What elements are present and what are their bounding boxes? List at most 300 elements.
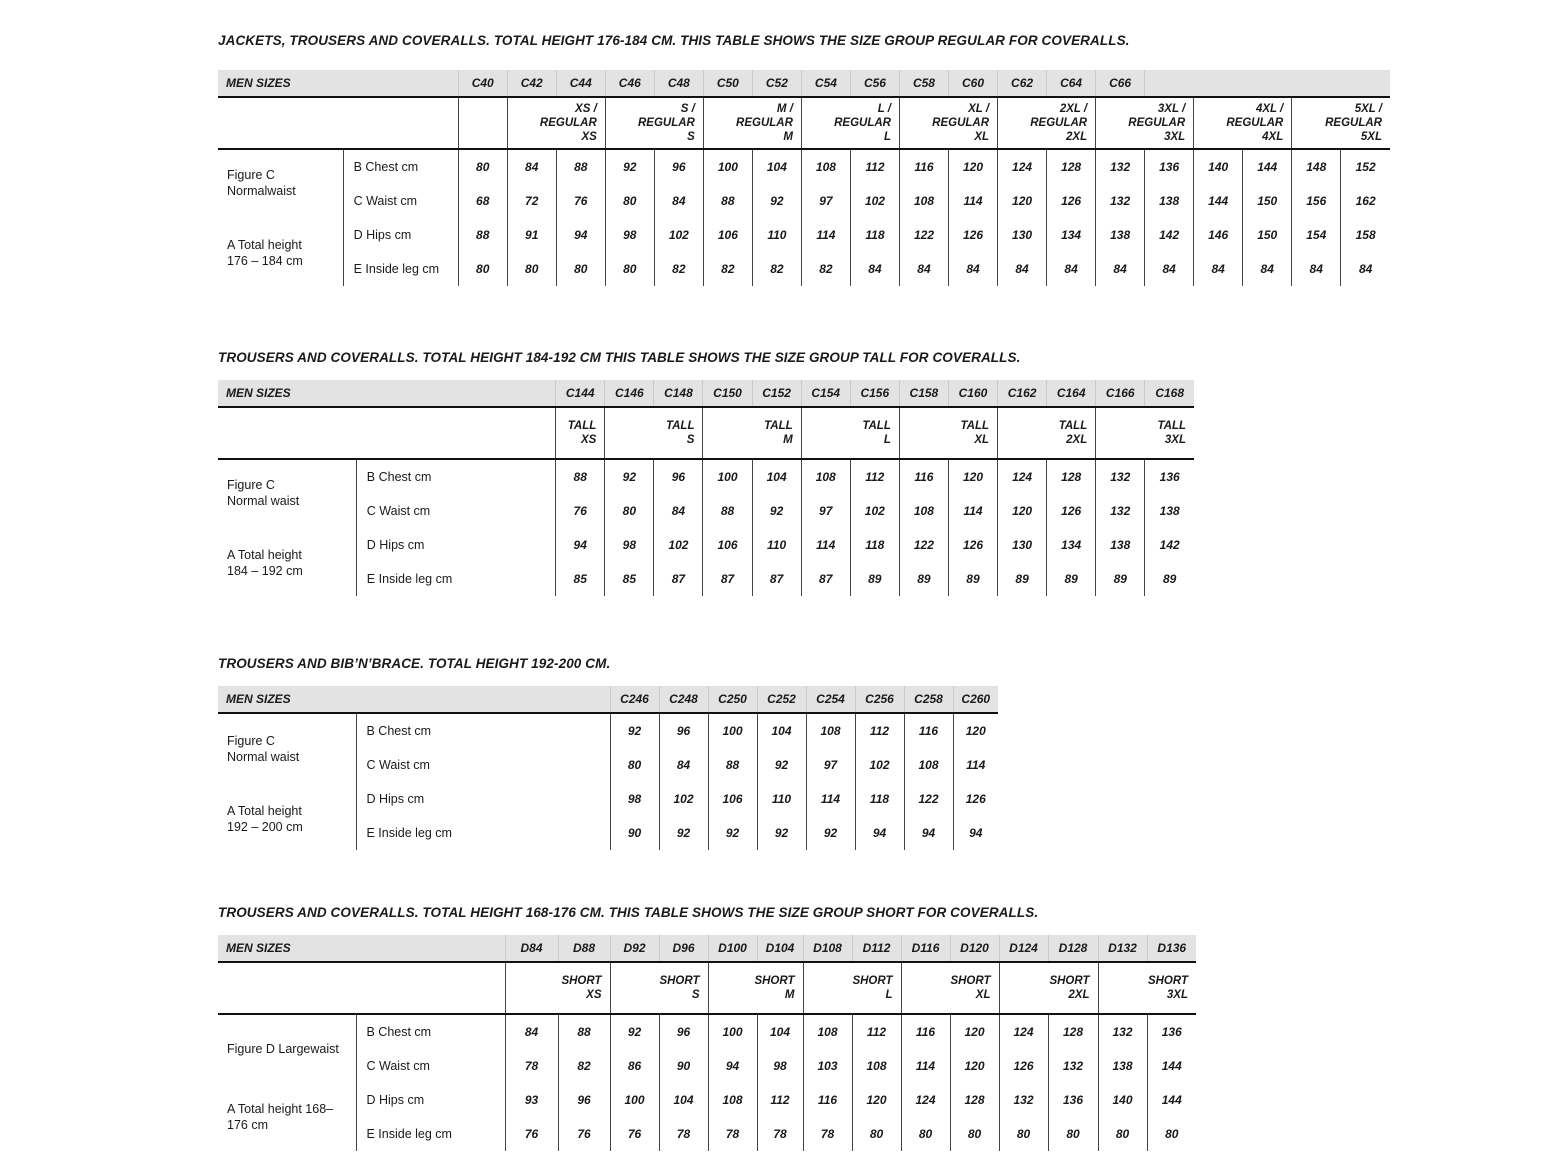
cell: 80 bbox=[610, 748, 659, 782]
cell: 92 bbox=[708, 816, 757, 850]
cell: 116 bbox=[899, 149, 948, 184]
cell: 150 bbox=[1243, 184, 1292, 218]
cell: 89 bbox=[998, 562, 1047, 596]
cell: 122 bbox=[899, 218, 948, 252]
size-code: C152 bbox=[752, 380, 801, 407]
cell: 84 bbox=[505, 1014, 558, 1049]
cell: 128 bbox=[1048, 1014, 1098, 1049]
size-group: TALL XS bbox=[556, 407, 605, 459]
cell: 126 bbox=[1047, 184, 1096, 218]
cell: 80 bbox=[605, 184, 654, 218]
figure-label: Figure C Normal waist bbox=[227, 478, 300, 508]
size-table-short bbox=[218, 935, 1196, 1151]
cell: 102 bbox=[654, 528, 703, 562]
size-code: C164 bbox=[1047, 380, 1096, 407]
table-3-title: TROUSERS AND BIB’N’BRACE. TOTAL HEIGHT 192-200 CM. bbox=[218, 656, 611, 671]
cell: 87 bbox=[654, 562, 703, 596]
cell: 114 bbox=[801, 528, 850, 562]
cell: 142 bbox=[1145, 528, 1194, 562]
size-code: C150 bbox=[703, 380, 752, 407]
table-row bbox=[218, 1014, 1196, 1049]
cell: 80 bbox=[1147, 1117, 1196, 1151]
cell: 82 bbox=[654, 252, 703, 286]
cell: 84 bbox=[1292, 252, 1341, 286]
men-sizes-label: MEN SIZES bbox=[218, 380, 556, 407]
cell: 108 bbox=[806, 713, 855, 748]
measurement-label: D Hips cm bbox=[343, 218, 458, 252]
cell: 86 bbox=[610, 1049, 659, 1083]
size-code: C248 bbox=[659, 686, 708, 713]
size-code: C42 bbox=[507, 70, 556, 97]
table-row bbox=[218, 149, 1390, 184]
cell: 76 bbox=[558, 1117, 610, 1151]
table-row bbox=[218, 218, 1390, 252]
cell: 92 bbox=[757, 748, 806, 782]
cell: 122 bbox=[899, 528, 948, 562]
cell: 80 bbox=[458, 149, 507, 184]
size-code: C60 bbox=[949, 70, 998, 97]
size-group: SHORT S bbox=[610, 962, 708, 1014]
size-code: D132 bbox=[1098, 935, 1147, 962]
cell: 92 bbox=[610, 1014, 659, 1049]
cell: 130 bbox=[998, 218, 1047, 252]
size-code: C56 bbox=[850, 70, 899, 97]
table-2-title: TROUSERS AND COVERALLS. TOTAL HEIGHT 184-192 CM THIS TABLE SHOWS THE SIZE GROUP TALL FOR COVERALLS. bbox=[218, 350, 1021, 365]
size-code: C46 bbox=[605, 70, 654, 97]
height-label: A Total height 184 – 192 cm bbox=[227, 548, 303, 578]
size-group: L / REGULAR L bbox=[801, 97, 899, 149]
cell: 97 bbox=[801, 184, 850, 218]
cell: 110 bbox=[752, 528, 801, 562]
cell: 88 bbox=[703, 494, 752, 528]
cell: 136 bbox=[1145, 459, 1194, 494]
cell: 108 bbox=[801, 149, 850, 184]
figure-cell bbox=[218, 149, 343, 286]
cell: 84 bbox=[850, 252, 899, 286]
cell: 84 bbox=[1145, 252, 1194, 286]
size-group: XS / REGULAR XS bbox=[507, 97, 605, 149]
cell: 78 bbox=[659, 1117, 708, 1151]
cell: 124 bbox=[998, 149, 1047, 184]
size-code: C168 bbox=[1145, 380, 1194, 407]
size-code: D112 bbox=[852, 935, 901, 962]
cell: 84 bbox=[507, 149, 556, 184]
table-row bbox=[218, 528, 1194, 562]
size-code: D104 bbox=[757, 935, 803, 962]
measurement-label: B Chest cm bbox=[343, 149, 458, 184]
size-code: D100 bbox=[708, 935, 757, 962]
cell: 134 bbox=[1047, 528, 1096, 562]
cell: 94 bbox=[708, 1049, 757, 1083]
group-spacer bbox=[218, 962, 505, 1014]
cell: 88 bbox=[703, 184, 752, 218]
figure-cell bbox=[218, 1014, 356, 1151]
size-group: TALL 2XL bbox=[998, 407, 1096, 459]
cell: 80 bbox=[999, 1117, 1048, 1151]
cell: 112 bbox=[855, 713, 904, 748]
size-code: D108 bbox=[803, 935, 852, 962]
cell: 138 bbox=[1145, 184, 1194, 218]
cell: 96 bbox=[659, 1014, 708, 1049]
measurement-label: E Inside leg cm bbox=[356, 1117, 505, 1151]
cell: 132 bbox=[999, 1083, 1048, 1117]
measurement-label: B Chest cm bbox=[356, 1014, 505, 1049]
size-code: C62 bbox=[998, 70, 1047, 97]
cell: 82 bbox=[558, 1049, 610, 1083]
measurement-label: E Inside leg cm bbox=[356, 562, 555, 596]
cell: 92 bbox=[806, 816, 855, 850]
measurement-label: D Hips cm bbox=[356, 1083, 505, 1117]
cell: 154 bbox=[1292, 218, 1341, 252]
size-group: 5XL / REGULAR 5XL bbox=[1292, 97, 1390, 149]
cell: 134 bbox=[1047, 218, 1096, 252]
size-code: D84 bbox=[505, 935, 558, 962]
group-spacer bbox=[218, 97, 458, 149]
cell: 80 bbox=[1098, 1117, 1147, 1151]
cell: 78 bbox=[803, 1117, 852, 1151]
cell: 114 bbox=[948, 494, 997, 528]
cell: 120 bbox=[953, 713, 998, 748]
cell: 100 bbox=[703, 459, 752, 494]
cell: 120 bbox=[950, 1014, 999, 1049]
cell: 102 bbox=[850, 494, 899, 528]
size-group: 2XL / REGULAR 2XL bbox=[998, 97, 1096, 149]
size-group: SHORT L bbox=[803, 962, 901, 1014]
cell: 84 bbox=[899, 252, 948, 286]
cell: 106 bbox=[708, 782, 757, 816]
header-filler bbox=[1145, 70, 1390, 97]
cell: 80 bbox=[852, 1117, 901, 1151]
cell: 92 bbox=[605, 459, 654, 494]
cell: 108 bbox=[904, 748, 953, 782]
size-group: M / REGULAR M bbox=[703, 97, 801, 149]
cell: 108 bbox=[708, 1083, 757, 1117]
cell: 82 bbox=[801, 252, 850, 286]
size-group: TALL 3XL bbox=[1096, 407, 1194, 459]
cell: 114 bbox=[801, 218, 850, 252]
cell: 92 bbox=[752, 184, 801, 218]
cell: 126 bbox=[948, 528, 997, 562]
cell: 72 bbox=[507, 184, 556, 218]
size-code: C146 bbox=[605, 380, 654, 407]
cell: 104 bbox=[757, 713, 806, 748]
cell: 120 bbox=[950, 1049, 999, 1083]
table-row bbox=[218, 1117, 1196, 1151]
cell: 96 bbox=[654, 459, 703, 494]
cell: 80 bbox=[950, 1117, 999, 1151]
cell: 108 bbox=[899, 494, 948, 528]
figure-label: Figure D Largewaist bbox=[227, 1042, 339, 1056]
table-row bbox=[218, 459, 1194, 494]
cell: 136 bbox=[1145, 149, 1194, 184]
size-group: TALL XL bbox=[899, 407, 997, 459]
cell: 84 bbox=[659, 748, 708, 782]
cell: 88 bbox=[558, 1014, 610, 1049]
cell: 104 bbox=[757, 1014, 803, 1049]
cell: 120 bbox=[948, 459, 997, 494]
cell: 94 bbox=[855, 816, 904, 850]
cell: 100 bbox=[703, 149, 752, 184]
measurement-label: E Inside leg cm bbox=[356, 816, 610, 850]
cell: 88 bbox=[556, 459, 605, 494]
cell: 116 bbox=[803, 1083, 852, 1117]
measurement-label: C Waist cm bbox=[343, 184, 458, 218]
cell: 136 bbox=[1048, 1083, 1098, 1117]
cell: 98 bbox=[605, 218, 654, 252]
cell: 85 bbox=[556, 562, 605, 596]
cell: 136 bbox=[1147, 1014, 1196, 1049]
measurement-label: D Hips cm bbox=[356, 528, 555, 562]
cell: 97 bbox=[801, 494, 850, 528]
size-code: C254 bbox=[806, 686, 855, 713]
cell: 112 bbox=[852, 1014, 901, 1049]
cell: 80 bbox=[605, 494, 654, 528]
cell: 84 bbox=[1047, 252, 1096, 286]
cell: 104 bbox=[752, 149, 801, 184]
cell: 87 bbox=[752, 562, 801, 596]
cell: 110 bbox=[752, 218, 801, 252]
cell: 124 bbox=[998, 459, 1047, 494]
size-code: C162 bbox=[998, 380, 1047, 407]
cell: 150 bbox=[1243, 218, 1292, 252]
cell: 104 bbox=[752, 459, 801, 494]
cell: 106 bbox=[703, 528, 752, 562]
cell: 138 bbox=[1098, 1049, 1147, 1083]
cell: 132 bbox=[1096, 459, 1145, 494]
size-group bbox=[458, 97, 507, 149]
size-group: 4XL / REGULAR 4XL bbox=[1194, 97, 1292, 149]
cell: 84 bbox=[1096, 252, 1145, 286]
cell: 102 bbox=[659, 782, 708, 816]
cell: 126 bbox=[999, 1049, 1048, 1083]
size-group: SHORT XL bbox=[901, 962, 999, 1014]
cell: 128 bbox=[950, 1083, 999, 1117]
size-group: SHORT XS bbox=[505, 962, 610, 1014]
cell: 98 bbox=[610, 782, 659, 816]
cell: 78 bbox=[505, 1049, 558, 1083]
size-code: C256 bbox=[855, 686, 904, 713]
cell: 80 bbox=[901, 1117, 950, 1151]
cell: 142 bbox=[1145, 218, 1194, 252]
cell: 93 bbox=[505, 1083, 558, 1117]
size-group: TALL S bbox=[605, 407, 703, 459]
size-table-192-200 bbox=[218, 686, 998, 850]
cell: 78 bbox=[708, 1117, 757, 1151]
cell: 91 bbox=[507, 218, 556, 252]
cell: 102 bbox=[654, 218, 703, 252]
table-row bbox=[218, 562, 1194, 596]
cell: 102 bbox=[855, 748, 904, 782]
cell: 82 bbox=[752, 252, 801, 286]
cell: 126 bbox=[1047, 494, 1096, 528]
measurement-label: C Waist cm bbox=[356, 494, 555, 528]
figure-label: Figure C Normal waist bbox=[227, 734, 300, 764]
cell: 98 bbox=[605, 528, 654, 562]
size-code: C144 bbox=[556, 380, 605, 407]
cell: 84 bbox=[1341, 252, 1390, 286]
group-spacer bbox=[218, 407, 556, 459]
measurement-label: C Waist cm bbox=[356, 1049, 505, 1083]
cell: 89 bbox=[948, 562, 997, 596]
cell: 100 bbox=[708, 713, 757, 748]
cell: 102 bbox=[850, 184, 899, 218]
cell: 84 bbox=[654, 494, 703, 528]
cell: 116 bbox=[901, 1014, 950, 1049]
measurement-label: B Chest cm bbox=[356, 459, 555, 494]
size-table-tall bbox=[218, 380, 1194, 596]
cell: 92 bbox=[659, 816, 708, 850]
size-code: D92 bbox=[610, 935, 659, 962]
cell: 92 bbox=[752, 494, 801, 528]
size-code: C250 bbox=[708, 686, 757, 713]
cell: 146 bbox=[1194, 218, 1243, 252]
cell: 112 bbox=[757, 1083, 803, 1117]
cell: 89 bbox=[899, 562, 948, 596]
size-code: D136 bbox=[1147, 935, 1196, 962]
size-code: C158 bbox=[899, 380, 948, 407]
cell: 80 bbox=[458, 252, 507, 286]
size-code: C40 bbox=[458, 70, 507, 97]
cell: 162 bbox=[1341, 184, 1390, 218]
height-label: A Total height 168– 176 cm bbox=[227, 1102, 334, 1132]
cell: 84 bbox=[654, 184, 703, 218]
cell: 87 bbox=[703, 562, 752, 596]
cell: 94 bbox=[953, 816, 998, 850]
cell: 100 bbox=[610, 1083, 659, 1117]
cell: 140 bbox=[1098, 1083, 1147, 1117]
cell: 94 bbox=[556, 218, 605, 252]
cell: 120 bbox=[852, 1083, 901, 1117]
figure-label: Figure C Normalwaist bbox=[227, 168, 296, 198]
cell: 118 bbox=[850, 218, 899, 252]
cell: 126 bbox=[953, 782, 998, 816]
table-row bbox=[218, 252, 1390, 286]
cell: 118 bbox=[850, 528, 899, 562]
cell: 144 bbox=[1147, 1049, 1196, 1083]
cell: 138 bbox=[1096, 528, 1145, 562]
cell: 144 bbox=[1243, 149, 1292, 184]
size-group: S / REGULAR S bbox=[605, 97, 703, 149]
cell: 89 bbox=[850, 562, 899, 596]
cell: 87 bbox=[801, 562, 850, 596]
size-code: C156 bbox=[850, 380, 899, 407]
cell: 96 bbox=[659, 713, 708, 748]
cell: 132 bbox=[1098, 1014, 1147, 1049]
cell: 144 bbox=[1147, 1083, 1196, 1117]
cell: 104 bbox=[659, 1083, 708, 1117]
size-code: D120 bbox=[950, 935, 999, 962]
cell: 92 bbox=[610, 713, 659, 748]
measurement-label: E Inside leg cm bbox=[343, 252, 458, 286]
cell: 128 bbox=[1047, 149, 1096, 184]
cell: 110 bbox=[757, 782, 806, 816]
size-group: SHORT M bbox=[708, 962, 803, 1014]
cell: 132 bbox=[1096, 184, 1145, 218]
size-code: C148 bbox=[654, 380, 703, 407]
cell: 84 bbox=[949, 252, 998, 286]
cell: 76 bbox=[610, 1117, 659, 1151]
cell: 82 bbox=[703, 252, 752, 286]
cell: 122 bbox=[904, 782, 953, 816]
cell: 130 bbox=[998, 528, 1047, 562]
cell: 156 bbox=[1292, 184, 1341, 218]
cell: 108 bbox=[899, 184, 948, 218]
size-code: C54 bbox=[801, 70, 850, 97]
cell: 78 bbox=[757, 1117, 803, 1151]
size-code: C160 bbox=[948, 380, 997, 407]
size-code: C246 bbox=[610, 686, 659, 713]
cell: 94 bbox=[556, 528, 605, 562]
cell: 96 bbox=[654, 149, 703, 184]
cell: 112 bbox=[850, 149, 899, 184]
size-code: C260 bbox=[953, 686, 998, 713]
size-code: D88 bbox=[558, 935, 610, 962]
cell: 124 bbox=[999, 1014, 1048, 1049]
cell: 96 bbox=[558, 1083, 610, 1117]
measurement-label: D Hips cm bbox=[356, 782, 610, 816]
size-code: D96 bbox=[659, 935, 708, 962]
men-sizes-label: MEN SIZES bbox=[218, 935, 505, 962]
cell: 114 bbox=[806, 782, 855, 816]
size-group: TALL L bbox=[801, 407, 899, 459]
table-4-title: TROUSERS AND COVERALLS. TOTAL HEIGHT 168-176 CM. THIS TABLE SHOWS THE SIZE GROUP SHORT FOR COVERALLS. bbox=[218, 905, 1039, 920]
cell: 108 bbox=[852, 1049, 901, 1083]
size-code: C44 bbox=[556, 70, 605, 97]
cell: 116 bbox=[904, 713, 953, 748]
cell: 76 bbox=[556, 494, 605, 528]
cell: 85 bbox=[605, 562, 654, 596]
cell: 114 bbox=[949, 184, 998, 218]
size-group: SHORT 3XL bbox=[1098, 962, 1196, 1014]
cell: 120 bbox=[998, 184, 1047, 218]
size-code: C50 bbox=[703, 70, 752, 97]
cell: 108 bbox=[803, 1014, 852, 1049]
cell: 132 bbox=[1096, 494, 1145, 528]
cell: 106 bbox=[703, 218, 752, 252]
figure-cell bbox=[218, 459, 356, 596]
size-group: XL / REGULAR XL bbox=[899, 97, 997, 149]
figure-cell bbox=[218, 713, 356, 850]
cell: 100 bbox=[708, 1014, 757, 1049]
size-code: C154 bbox=[801, 380, 850, 407]
men-sizes-label: MEN SIZES bbox=[218, 70, 458, 97]
size-code: C52 bbox=[752, 70, 801, 97]
table-row bbox=[218, 494, 1194, 528]
cell: 80 bbox=[605, 252, 654, 286]
table-row bbox=[218, 713, 998, 748]
cell: 90 bbox=[659, 1049, 708, 1083]
cell: 89 bbox=[1047, 562, 1096, 596]
cell: 80 bbox=[507, 252, 556, 286]
cell: 84 bbox=[998, 252, 1047, 286]
cell: 124 bbox=[901, 1083, 950, 1117]
size-group: SHORT 2XL bbox=[999, 962, 1098, 1014]
size-code: C258 bbox=[904, 686, 953, 713]
cell: 94 bbox=[904, 816, 953, 850]
table-row bbox=[218, 1049, 1196, 1083]
cell: 84 bbox=[1194, 252, 1243, 286]
table-row bbox=[218, 1083, 1196, 1117]
men-sizes-label: MEN SIZES bbox=[218, 686, 610, 713]
cell: 114 bbox=[901, 1049, 950, 1083]
cell: 132 bbox=[1048, 1049, 1098, 1083]
cell: 80 bbox=[1048, 1117, 1098, 1151]
size-group: 3XL / REGULAR 3XL bbox=[1096, 97, 1194, 149]
cell: 132 bbox=[1096, 149, 1145, 184]
cell: 128 bbox=[1047, 459, 1096, 494]
cell: 120 bbox=[949, 149, 998, 184]
height-label: A Total height 192 – 200 cm bbox=[227, 804, 303, 834]
